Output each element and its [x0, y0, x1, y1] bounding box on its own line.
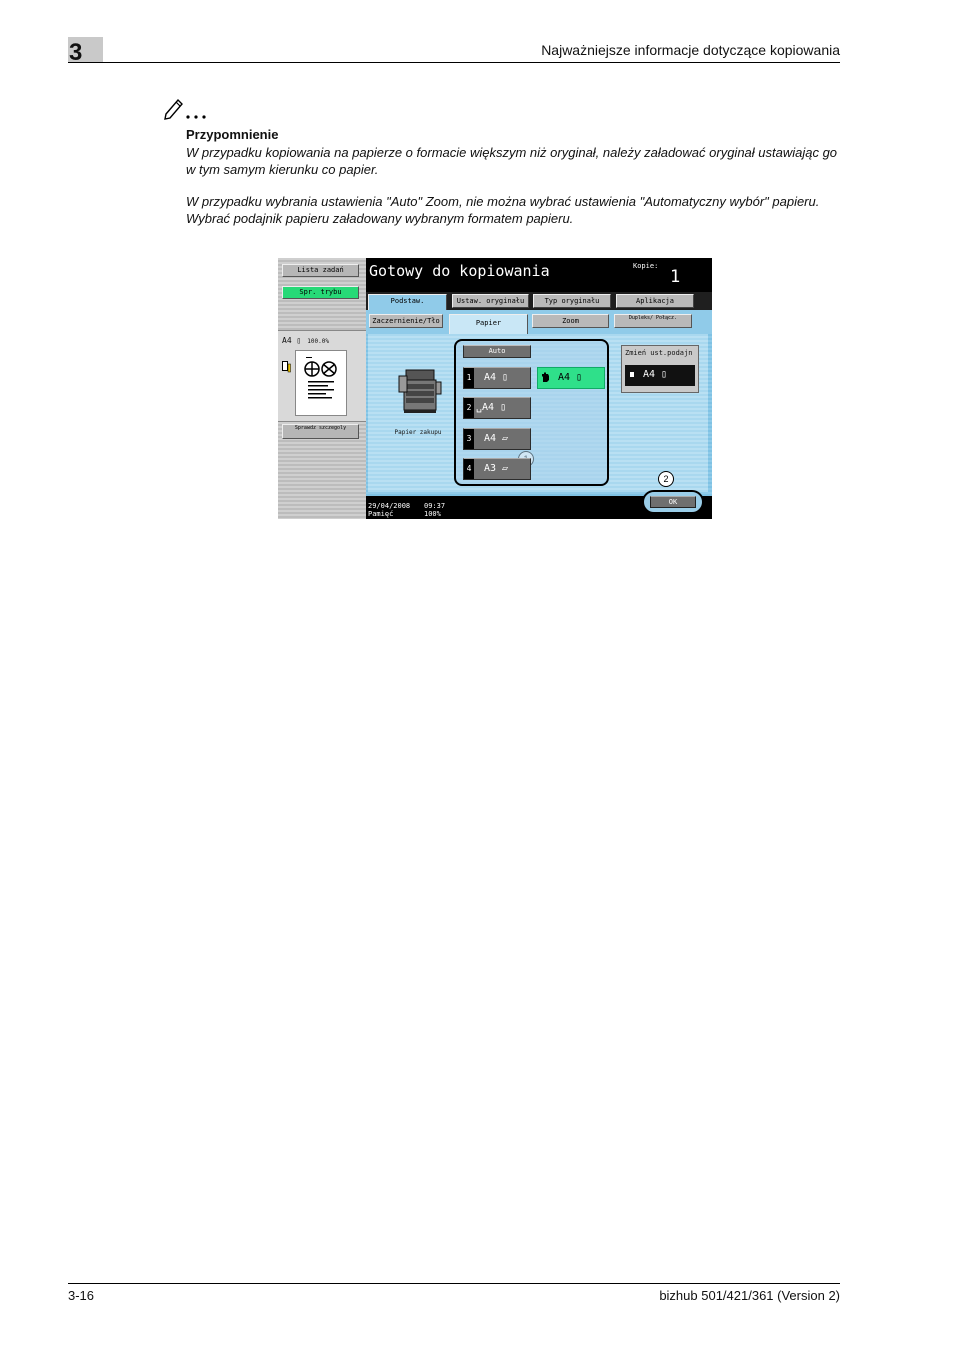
tray-label: A4 ▯: [484, 372, 509, 383]
tab-original-settings[interactable]: Ustaw. oryginału: [452, 294, 529, 308]
document-preview-icon: [295, 350, 347, 416]
auto-paper-button[interactable]: Auto: [463, 345, 531, 358]
subtab-density[interactable]: Zaczernienie/Tło: [369, 314, 443, 328]
header-title: Najważniejsze informacje dotyczące kopiowania: [541, 42, 840, 58]
ok-button[interactable]: OK: [650, 496, 696, 508]
note-paragraph-2: W przypadku wybrania ustawienia "Auto" Zoom, nie można wybrać ustawienia "Automatyczny wybór" papieru. Wybrać podajnik papieru załadowany wybranym formatem papieru.: [186, 194, 820, 226]
selected-paper-button[interactable]: [537, 367, 605, 389]
tray-3-button[interactable]: [463, 428, 531, 450]
zoom-ratio: 100.0%: [307, 338, 329, 345]
header-rule: [68, 62, 840, 63]
tray-number: 1: [464, 368, 474, 388]
subtab-duplex[interactable]: Dupleks/ Połącz.: [614, 314, 692, 328]
preview-panel: [278, 330, 366, 422]
subtab-strip: [366, 310, 712, 334]
change-tray-paper: A4 ▯: [643, 369, 668, 380]
original-icon: [282, 361, 291, 373]
screen-title: Gotowy do kopiowania: [369, 262, 550, 280]
tray-label: A3 ▱: [484, 463, 509, 474]
tray-number: 4: [464, 459, 474, 479]
change-tray-box[interactable]: [621, 345, 699, 393]
main-area: [366, 258, 712, 519]
status-time: 09:37: [424, 502, 446, 510]
selected-paper-label: A4 ▯: [558, 372, 583, 383]
tray-number: 2: [464, 398, 474, 418]
tray-label: A4 ▱: [484, 433, 509, 444]
tray-4-button[interactable]: [463, 458, 531, 480]
details-button[interactable]: Sprawdz szczegoly: [282, 424, 359, 439]
tray-small-icon: [630, 372, 634, 377]
paper-size: A4 ▯: [282, 336, 302, 345]
page-number: 3-16: [68, 1288, 95, 1303]
copies-value: 1: [670, 267, 681, 287]
paper-content: [368, 334, 708, 492]
subtab-zoom[interactable]: Zoom: [532, 314, 609, 328]
tab-application[interactable]: Aplikacja: [616, 294, 694, 308]
copier-screen: [278, 258, 712, 519]
hand-icon: [541, 372, 550, 383]
note-paragraph-1: W przypadku kopiowania na papierze o formacie większym niż oryginał, należy załadować oryginał ustawiając go w tym samym kierunku co papier.: [186, 145, 838, 177]
product-name: bizhub 501/421/361 (Version 2): [659, 1288, 840, 1303]
tray-number: 3: [464, 429, 474, 449]
status-memory-value: 100%: [424, 510, 441, 518]
title-bar: [366, 258, 712, 292]
status-memory-label: Pamięć: [368, 510, 394, 518]
tray-2-button[interactable]: [463, 397, 531, 419]
copies-label: Kopie:: [633, 262, 659, 270]
change-tray-value: [625, 365, 695, 386]
tray-1-button[interactable]: [463, 367, 531, 389]
change-tray-title: Zmień ust.podajn: [625, 349, 693, 357]
note-heading: Przypomnienie: [186, 127, 279, 142]
tab-original-type[interactable]: Typ oryginału: [533, 294, 611, 308]
pencil-note-icon: [163, 96, 209, 120]
status-date: 29/04/2008: [368, 502, 411, 510]
machine-caption: Papier zakupu: [394, 429, 442, 436]
copier-machine-icon: [398, 362, 442, 414]
tray-group: [454, 339, 609, 486]
ok-highlight: [642, 490, 704, 514]
callout-2: 2: [658, 471, 674, 487]
job-list-button[interactable]: Lista zadań: [282, 264, 359, 277]
footer-rule: [68, 1283, 840, 1284]
paper-info: [282, 336, 329, 345]
sidebar: [278, 258, 366, 519]
tray-label: ␣A4 ▯: [476, 402, 507, 413]
tabs-row: [366, 292, 712, 310]
subtab-paper[interactable]: Papier: [449, 314, 528, 334]
chapter-number: 3: [68, 37, 103, 62]
check-mode-button[interactable]: Spr. trybu: [282, 286, 359, 299]
tab-basic[interactable]: Podstaw.: [368, 294, 447, 312]
